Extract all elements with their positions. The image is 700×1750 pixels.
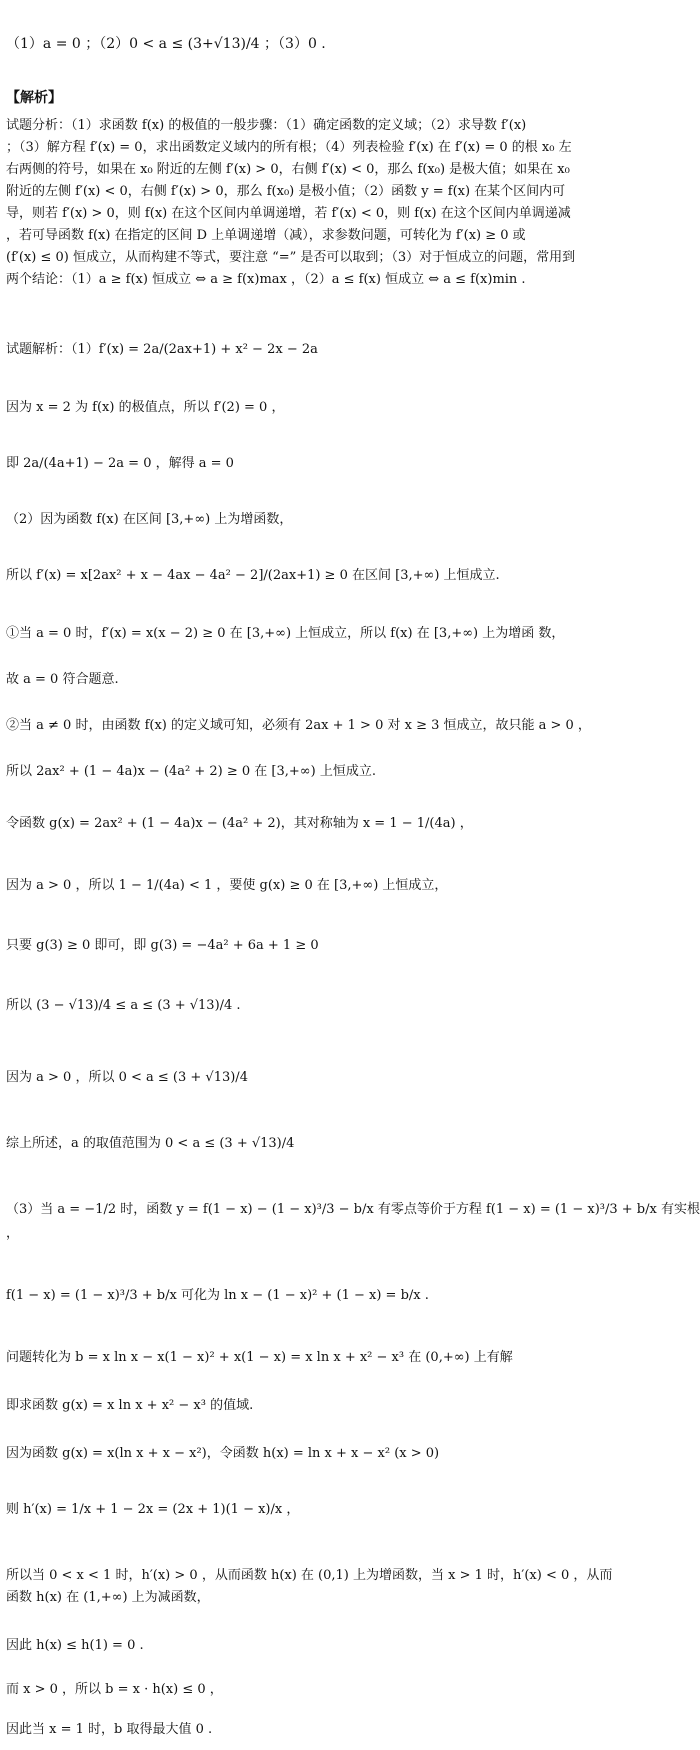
analysis-line-2: ；（3）解方程 f′(x) = 0，求出函数定义域内的所有根；（4）列表检验 f′(x) 在 f′(x) = 0 的根 x₀ 左 bbox=[6, 140, 572, 155]
solution-step-22-cont: 函数 h(x) 在 (1,+∞) 上为减函数， bbox=[6, 1590, 210, 1605]
analysis-line-3: 右两侧的符号，如果在 x₀ 附近的左侧 f′(x) > 0，右侧 f′(x) < 0，那么 f(x₀) 是极大值；如果在 x₀ bbox=[6, 162, 570, 177]
solution-step-19: 即求函数 g(x) = x ln x + x² − x³ 的值域. bbox=[6, 1398, 254, 1413]
solution-step-18: 问题转化为 b = x ln x − x(1 − x)² + x(1 − x) = x ln x + x² − x³ 在 (0,+∞) 上有解 bbox=[6, 1350, 513, 1365]
solution-step-8: ②当 a ≠ 0 时，由函数 f(x) 的定义域可知，必须有 2ax + 1 > 0 对 x ≥ 3 恒成立，故只能 a > 0 ， bbox=[6, 718, 591, 733]
solution-step-13: 所以 (3 − √13)/4 ≤ a ≤ (3 + √13)/4 . bbox=[6, 998, 241, 1013]
solution-step-7: 故 a = 0 符合题意. bbox=[6, 672, 119, 687]
solution-step-17: f(1 − x) = (1 − x)³/3 + b/x 可化为 ln x − (1 − x)² + (1 − x) = b/x . bbox=[6, 1288, 429, 1303]
solution-step-22: 所以当 0 < x < 1 时，h′(x) > 0 ，从而函数 h(x) 在 (0,1) 上为增函数，当 x > 1 时，h′(x) < 0 ，从而 bbox=[6, 1568, 613, 1583]
solution-step-12: 只要 g(3) ≥ 0 即可，即 g(3) = −4a² + 6a + 1 ≥ 0 bbox=[6, 938, 319, 953]
analysis-line-6: ，若可导函数 f(x) 在指定的区间 D 上单调递增（减），求参数问题，可转化为 f′(x) ≥ 0 或 bbox=[6, 228, 526, 243]
answer-line: （1）a = 0 ；（2）0 < a ≤ (3+√13)/4 ；（3）0 . bbox=[6, 36, 326, 52]
solution-step-3: 即 2a/(4a+1) − 2a = 0 ，解得 a = 0 bbox=[6, 456, 234, 471]
solution-step-16: （3）当 a = −1/2 时，函数 y = f(1 − x) − (1 − x)³/3 − b/x 有零点等价于方程 f(1 − x) = (1 − x)³/3 + b/x 有实根 bbox=[6, 1202, 700, 1217]
solution-step-25: 因此当 x = 1 时，b 取得最大值 0 . bbox=[6, 1722, 213, 1737]
solution-step-21: 则 h′(x) = 1/x + 1 − 2x = (2x + 1)(1 − x)/x ， bbox=[6, 1502, 300, 1517]
solution-step-24: 而 x > 0 ，所以 b = x · h(x) ≤ 0 ， bbox=[6, 1682, 223, 1697]
solution-step-14: 因为 a > 0 ，所以 0 < a ≤ (3 + √13)/4 bbox=[6, 1070, 248, 1085]
solution-step-16-cont: ， bbox=[6, 1226, 20, 1241]
analysis-line-8: 两个结论：（1）a ≥ f(x) 恒成立 ⇔ a ≥ f(x)max ，（2）a ≤ f(x) 恒成立 ⇔ a ≤ f(x)min . bbox=[6, 272, 526, 287]
analysis-line-1: 试题分析：（1）求函数 f(x) 的极值的一般步骤：（1）确定函数的定义域；（2）求导数 f′(x) bbox=[6, 118, 527, 133]
solution-step-6: ①当 a = 0 时，f′(x) = x(x − 2) ≥ 0 在 [3,+∞) 上恒成立，所以 f(x) 在 [3,+∞) 上为增函 数， bbox=[6, 626, 565, 641]
solution-step-15: 综上所述，a 的取值范围为 0 < a ≤ (3 + √13)/4 bbox=[6, 1136, 295, 1151]
solution-step-10: 令函数 g(x) = 2ax² + (1 − 4a)x − (4a² + 2)，其对称轴为 x = 1 − 1/(4a) ， bbox=[6, 816, 473, 831]
analysis-line-5: 导，则若 f′(x) > 0，则 f(x) 在这个区间内单调递增，若 f′(x) < 0，则 f(x) 在这个区间内单调递减 bbox=[6, 206, 571, 221]
solution-step-1: 试题解析：（1）f′(x) = 2a/(2ax+1) + x² − 2x − 2a bbox=[6, 342, 318, 357]
solution-step-9: 所以 2ax² + (1 − 4a)x − (4a² + 2) ≥ 0 在 [3,+∞) 上恒成立. bbox=[6, 764, 376, 779]
solution-step-23: 因此 h(x) ≤ h(1) = 0 . bbox=[6, 1638, 144, 1653]
solution-step-11: 因为 a > 0 ，所以 1 − 1/(4a) < 1 ，要使 g(x) ≥ 0 在 [3,+∞) 上恒成立， bbox=[6, 878, 448, 893]
analysis-line-7: (f′(x) ≤ 0) 恒成立，从而构建不等式，要注意 “=” 是否可以取到；（3）对于恒成立的问题，常用到 bbox=[6, 250, 576, 265]
section-title: 【解析】 bbox=[6, 90, 62, 106]
solution-step-5: 所以 f′(x) = x[2ax² + x − 4ax − 4a² − 2]/(2ax+1) ≥ 0 在区间 [3,+∞) 上恒成立. bbox=[6, 568, 500, 583]
analysis-line-4: 附近的左侧 f′(x) < 0，右侧 f′(x) > 0，那么 f(x₀) 是极小值；（2）函数 y = f(x) 在某个区间内可 bbox=[6, 184, 566, 199]
solution-step-20: 因为函数 g(x) = x(ln x + x − x²)，令函数 h(x) = ln x + x − x² (x > 0) bbox=[6, 1446, 440, 1461]
solution-step-2: 因为 x = 2 为 f(x) 的极值点，所以 f′(2) = 0 ， bbox=[6, 400, 285, 415]
solution-step-4: （2）因为函数 f(x) 在区间 [3,+∞) 上为增函数， bbox=[6, 512, 293, 527]
